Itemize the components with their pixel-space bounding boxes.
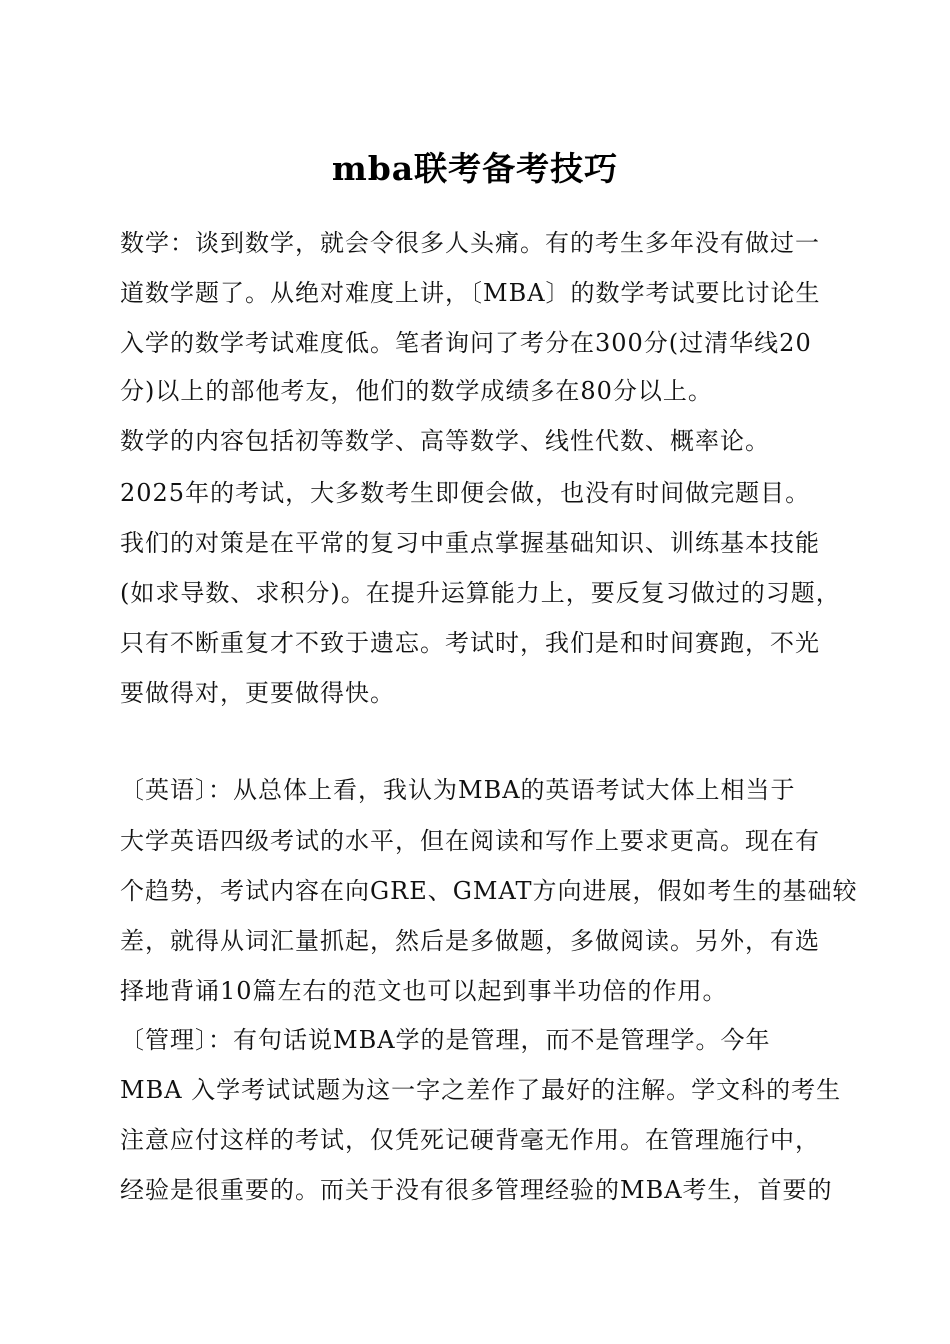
text-line: 经验是很重要的。而关于没有很多管理经验的MBA考生，首要的 xyxy=(120,1176,833,1204)
text-line: 道数学题了。从绝对难度上讲，〔MBA〕的数学考试要比讨论生 xyxy=(120,279,821,307)
text-line: 择地背诵10篇左右的范文也可以起到事半功倍的作用。 xyxy=(120,977,728,1005)
text-line: 我们的对策是在平常的复习中重点掌握基础知识、训练基本技能 xyxy=(120,529,820,557)
text-line: 2025年的考试，大多数考生即便会做，也没有时间做完题目。 xyxy=(120,479,811,507)
text-line: 数学的内容包括初等数学、高等数学、线性代数、概率论。 xyxy=(120,427,770,455)
text-line: 差，就得从词汇量抓起，然后是多做题，多做阅读。另外，有选 xyxy=(120,927,820,955)
text-line: 入学的数学考试难度低。笔者询问了考分在300分(过清华线20 xyxy=(120,329,812,357)
text-line: 〔管理〕：有句话说MBA学的是管理，而不是管理学。今年 xyxy=(120,1026,771,1054)
text-line: (如求导数、求积分)。在提升运算能力上，要反复习做过的习题， xyxy=(120,579,841,607)
text-line: 要做得对，更要做得快。 xyxy=(120,679,395,707)
text-line: 个趋势，考试内容在向GRE、GMAT方向进展，假如考生的基础较 xyxy=(120,877,858,905)
text-line: 〔英语〕：从总体上看，我认为MBA的英语考试大体上相当于 xyxy=(120,776,796,804)
document-title: mba联考备考技巧 xyxy=(331,149,619,188)
text-line: 注意应付这样的考试，仅凭死记硬背毫无作用。在管理施行中， xyxy=(120,1126,820,1154)
text-line: 分)以上的部他考友，他们的数学成绩多在80分以上。 xyxy=(120,377,713,405)
text-line: 数学：谈到数学，就会令很多人头痛。有的考生多年没有做过一 xyxy=(120,229,820,257)
text-line: 大学英语四级考试的水平，但在阅读和写作上要求更高。现在有 xyxy=(120,827,820,855)
text-line: 只有不断重复才不致于遗忘。考试时，我们是和时间赛跑，不光 xyxy=(120,629,820,657)
text-line: MBA 入学考试试题为这一字之差作了最好的注解。学文科的考生 xyxy=(120,1076,842,1104)
